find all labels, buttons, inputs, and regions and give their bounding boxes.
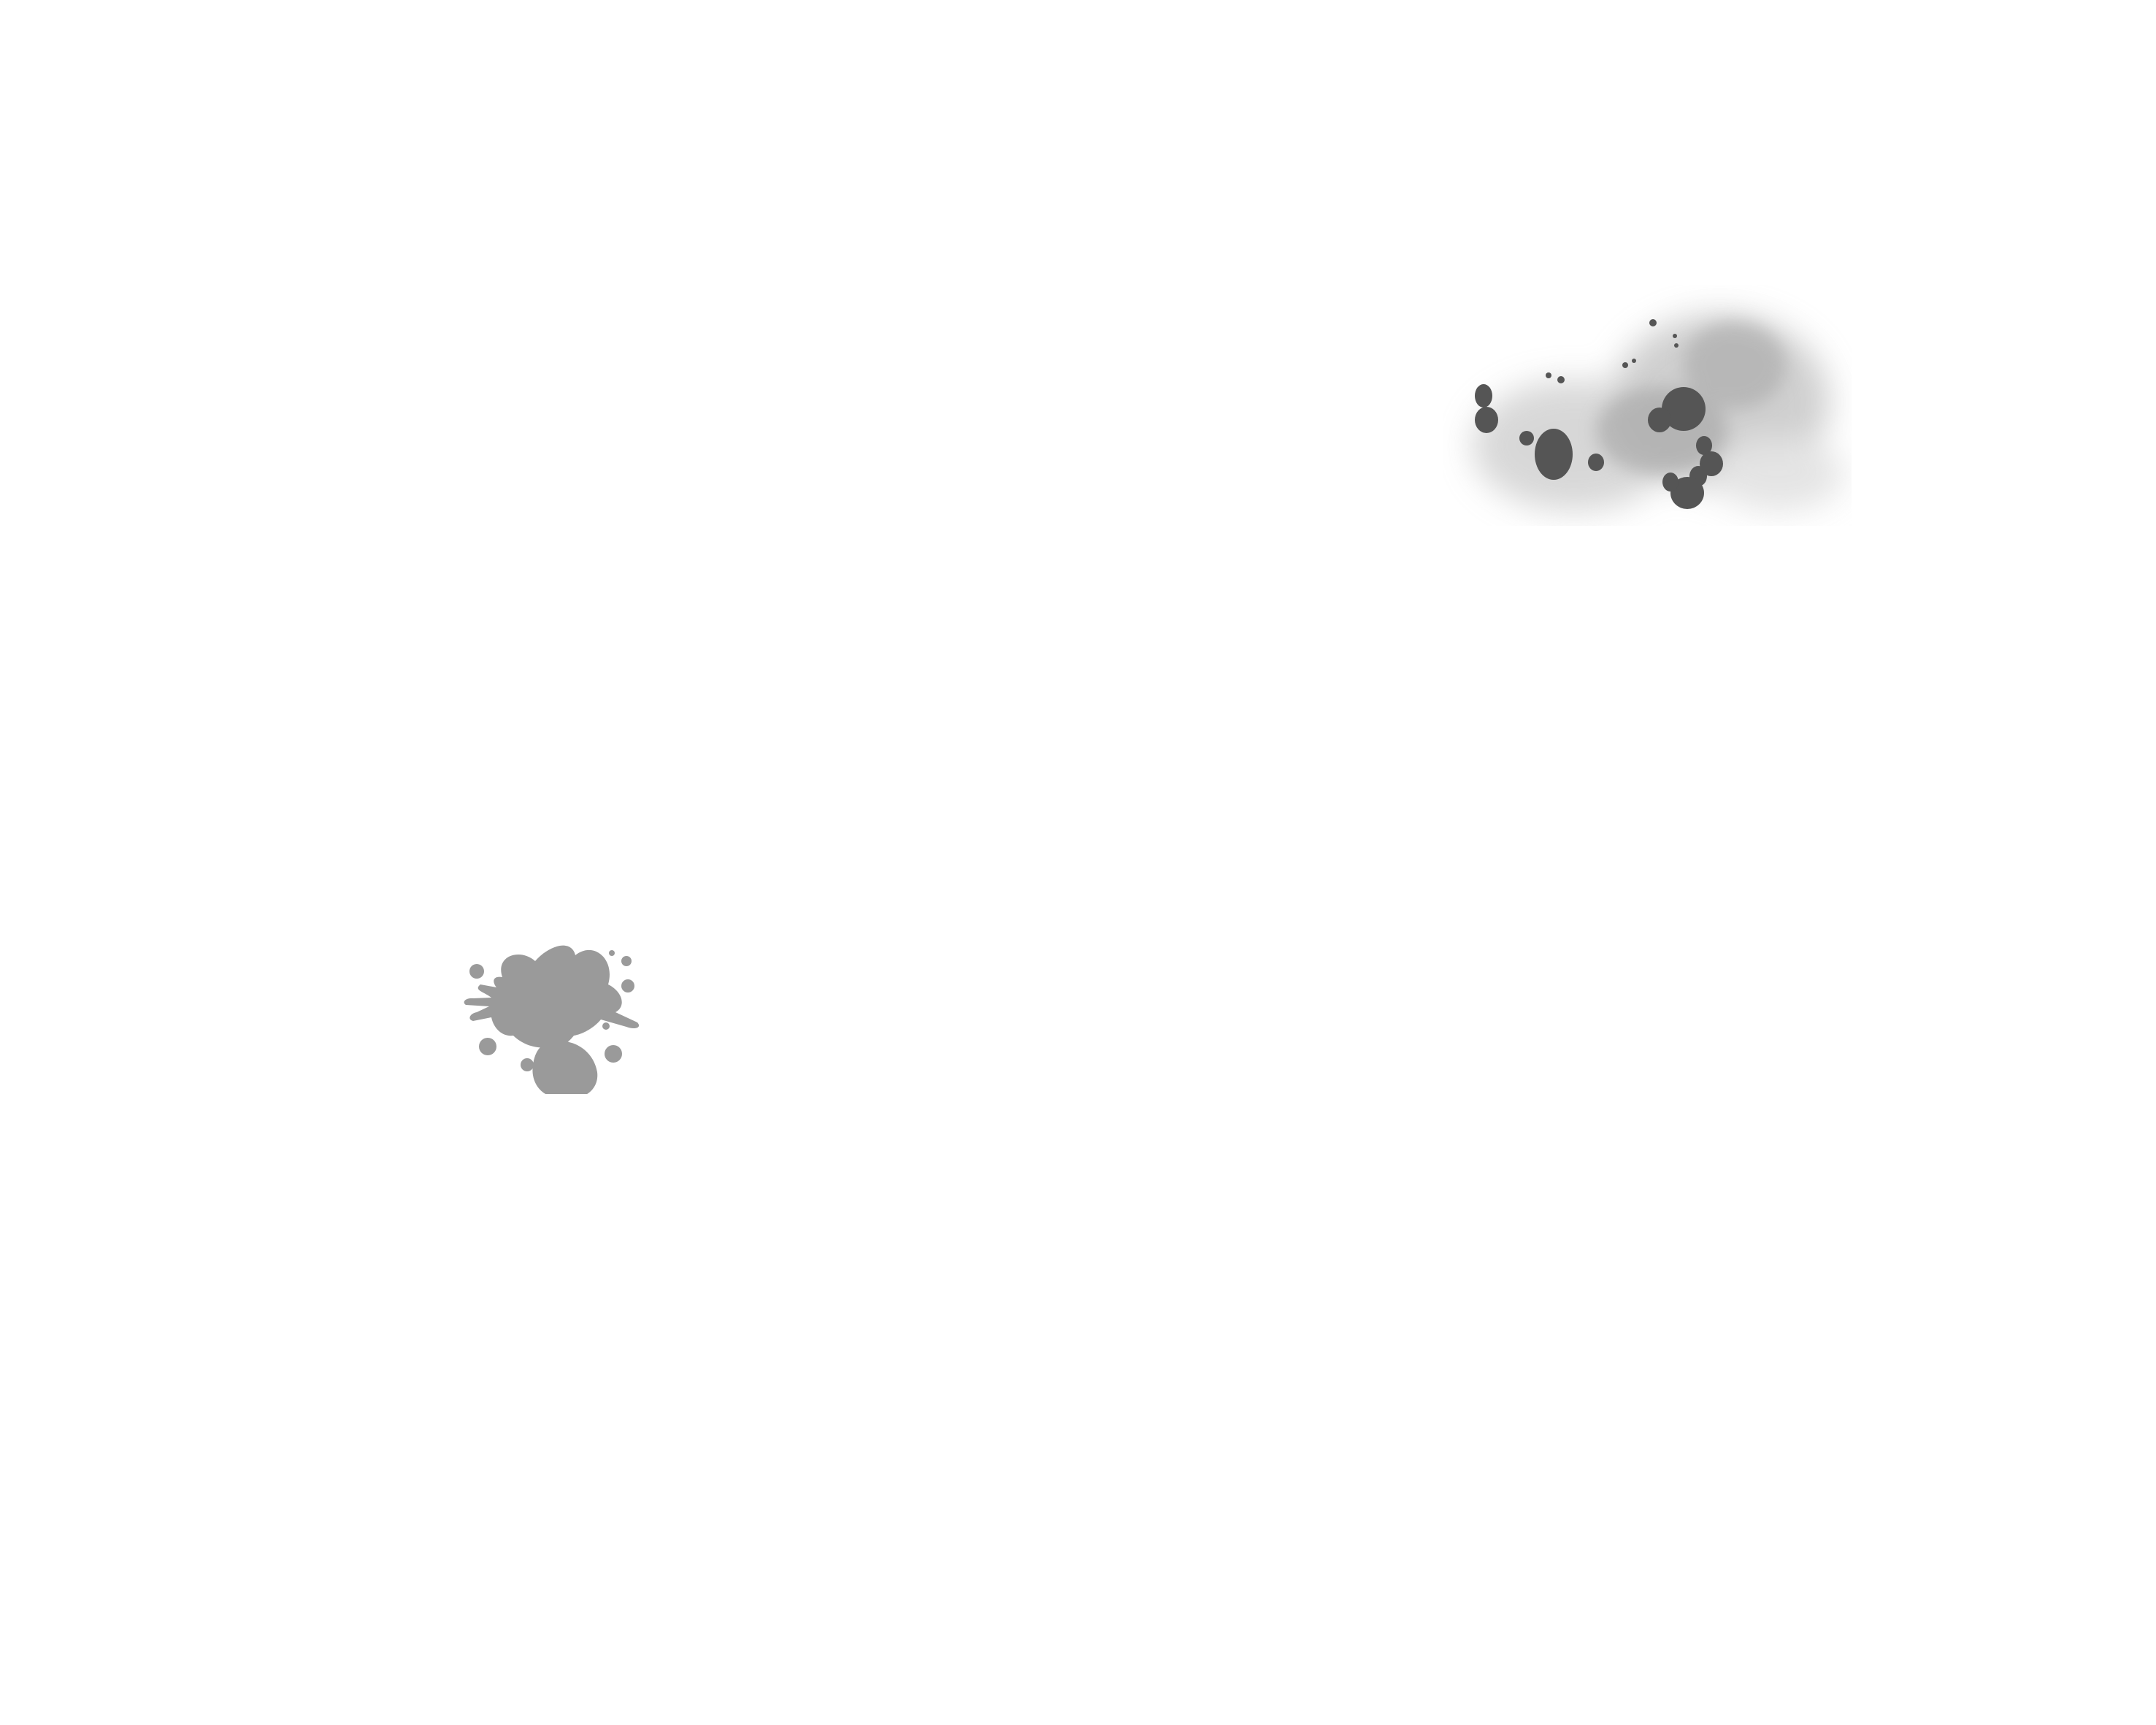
right-page xyxy=(1078,0,2156,1725)
watercolor-splash-icon xyxy=(1443,285,1852,526)
ink-splash-icon xyxy=(451,926,641,1094)
